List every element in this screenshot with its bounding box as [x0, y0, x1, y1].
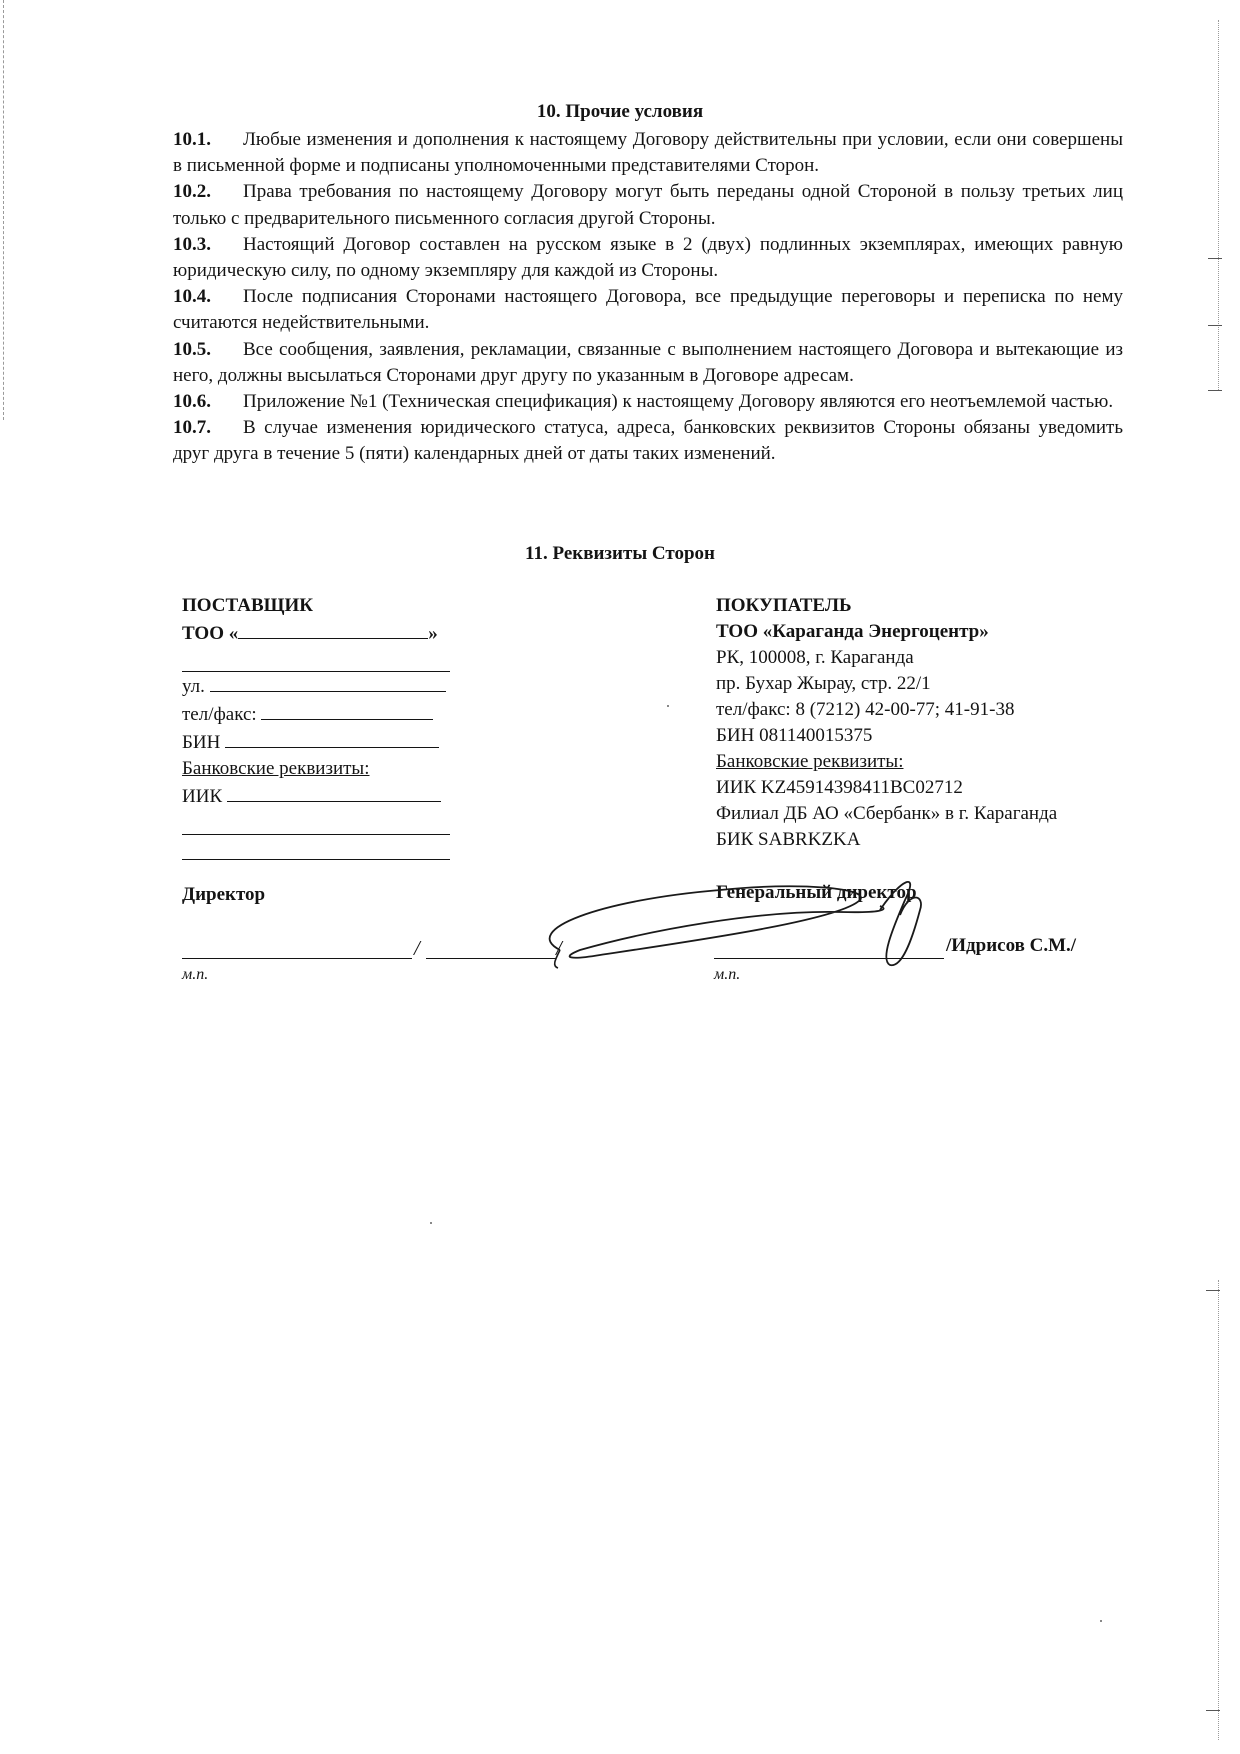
clause-10-6: 10.6. Приложение №1 (Техническая спецификация) к настоящему Договору являются его неотъемлемой частью.: [173, 391, 1114, 413]
supplier-street-row: ул.: [182, 672, 462, 700]
buyer-stamp-place: м.п.: [714, 966, 741, 983]
supplier-blank-line-1: [182, 647, 450, 672]
supplier-signature-slash-1: /: [414, 936, 420, 960]
supplier-bank-label: Банковские реквизиты:: [182, 758, 370, 779]
clause-10-7: 10.7. В случае изменения юридического статуса, адреса, банковских реквизитов Стороны обязаны уведомить друг друга в течение 5 (пяти) календарных дней от даты таких изменений.: [173, 417, 1123, 465]
handwritten-signature: [540, 870, 960, 990]
buyer-title: ПОКУПАТЕЛЬ: [716, 595, 852, 616]
supplier-iik-row: ИИК: [182, 782, 462, 810]
scan-mark: [1208, 258, 1222, 259]
clause-10-5: 10.5. Все сообщения, заявления, рекламации, связанные с выполнением настоящего Договора и вытекающие из него, должны высылаться Сторонами друг другу по указанным в Договоре адресам.: [173, 338, 1123, 386]
supplier-stamp-place: м.п.: [182, 966, 209, 983]
buyer-bik: БИК SABRKZKA: [716, 829, 861, 850]
supplier-company-field: [238, 619, 428, 639]
supplier-bin-row: БИН: [182, 728, 462, 756]
buyer-position: Генеральный директор: [716, 882, 917, 903]
supplier-phone-field: [261, 700, 433, 720]
buyer-block: [716, 593, 1136, 853]
buyer-address-line-2: пр. Бухар Жырау, стр. 22/1: [716, 673, 931, 694]
supplier-phone-row: тел/факс:: [182, 700, 462, 728]
clause-10-1: 10.1. Любые изменения и дополнения к настоящему Договору действительны при условии, если они совершены в письменной форме и подписаны уполномоченными представителями Сторон.: [173, 129, 1123, 177]
scan-left-edge: [3, 0, 4, 420]
buyer-bank-label: Банковские реквизиты:: [716, 751, 904, 772]
clause-10-4: 10.4. После подписания Сторонами настоящего Договора, все предыдущие переговоры и переписка по нему считаются недействительными.: [173, 286, 1123, 334]
supplier-block: [182, 593, 462, 860]
scan-speck: [430, 1222, 432, 1224]
scan-mark: [1208, 390, 1222, 391]
supplier-signature-line: [182, 957, 412, 959]
buyer-address-line-1: РК, 100008, г. Караганда: [716, 647, 914, 668]
section-10-heading: 10. Прочие условия: [536, 101, 704, 122]
supplier-signature-slash-2: /: [556, 936, 562, 960]
supplier-street-field: [210, 672, 446, 692]
supplier-position: Директор: [182, 884, 266, 905]
supplier-title: ПОСТАВЩИК: [182, 595, 314, 616]
scan-mark: [1206, 1290, 1220, 1291]
supplier-name-line: [426, 957, 556, 959]
supplier-blank-line-3: [182, 835, 450, 860]
buyer-bank-name: Филиал ДБ АО «Сбербанк» в г. Караганда: [716, 803, 1058, 824]
buyer-company: ТОО «Караганда Энергоцентр»: [716, 621, 989, 642]
supplier-blank-line-2: [182, 810, 450, 835]
clause-10-3: 10.3. Настоящий Договор составлен на русском языке в 2 (двух) подлинных экземплярах, имеющих равную юридическую силу, по одному экземпляру для каждой из Стороны.: [173, 233, 1123, 282]
supplier-iik-field: [227, 782, 441, 802]
scan-mark: [1206, 1710, 1220, 1711]
buyer-bin: БИН 081140015375: [716, 725, 873, 746]
buyer-signatory: /Идрисов С.М./: [946, 935, 1077, 956]
supplier-bin-field: [225, 728, 439, 748]
buyer-iik: ИИК KZ45914398411BC02712: [716, 777, 963, 798]
scan-speck: [1100, 1620, 1102, 1622]
scan-speck: [667, 705, 669, 707]
section-10-clauses: [173, 127, 1123, 468]
section-11-heading: 11. Реквизиты Сторон: [525, 543, 715, 564]
scan-right-edge-bottom: [1218, 1280, 1219, 1740]
scan-mark: [1208, 325, 1222, 326]
buyer-phone: тел/факс: 8 (7212) 42-00-77; 41-91-38: [716, 699, 1015, 720]
clause-10-2: 10.2. Права требования по настоящему Договору могут быть переданы одной Стороной в пользу третьих лиц только с предварительного письменного согласия другой Стороны.: [173, 181, 1123, 229]
scan-right-edge-top: [1218, 20, 1219, 390]
supplier-company: ТОО « »: [182, 619, 462, 647]
